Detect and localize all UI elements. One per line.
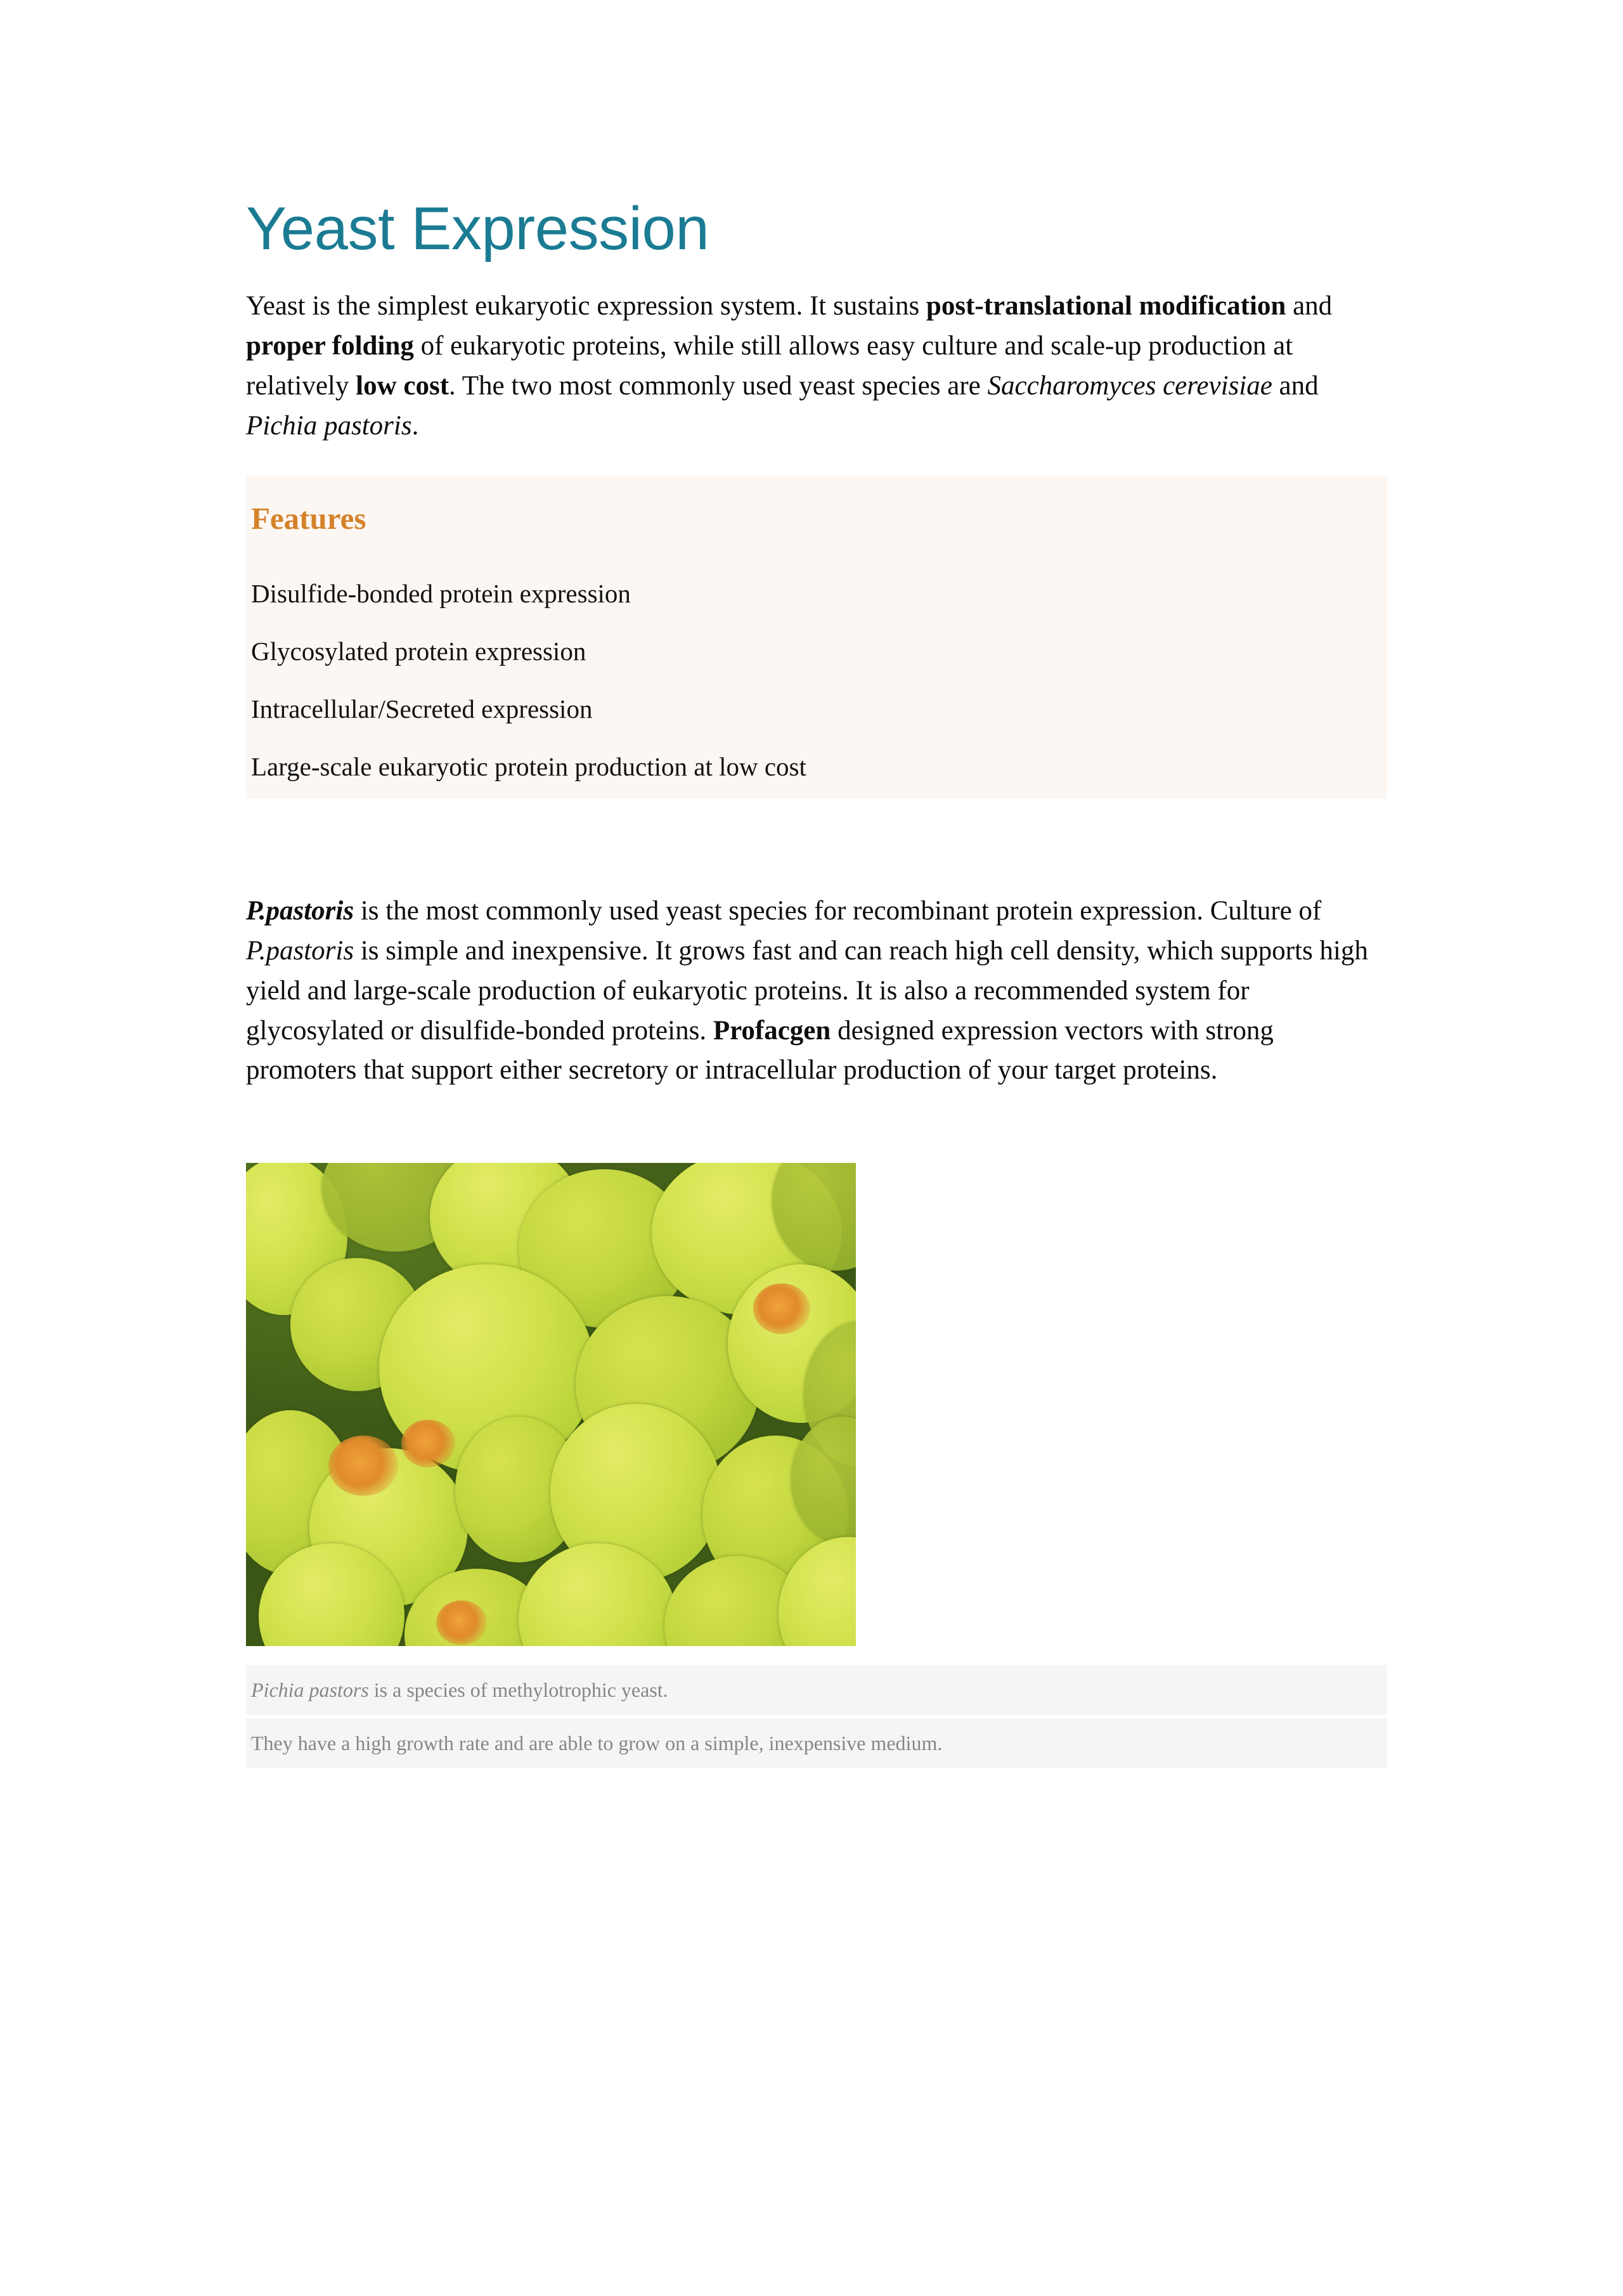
feature-item: Intracellular/Secreted expression bbox=[251, 694, 593, 724]
body-text-1: is the most commonly used yeast species for recombinant protein expression. Culture of bbox=[354, 896, 1322, 926]
intro-bold-proper-folding: proper folding bbox=[246, 331, 414, 361]
figure bbox=[246, 1091, 1387, 1768]
intro-bold-post-translational: post-translational modification bbox=[926, 291, 1286, 321]
body-text-2: is simple and inexpensive. It grows fast and can reach high cell density, which supports high yield and large-scale production of eukaryotic proteins. It is also a recommended system for glycosylated or disulfide-bonded proteins. bbox=[246, 936, 1368, 1046]
features-box bbox=[246, 476, 1387, 799]
intro-text-6: . bbox=[411, 410, 419, 441]
intro-text-1: Yeast is the simplest eukaryotic expression system. It sustains bbox=[246, 291, 926, 321]
intro-text-3: of eukaryotic proteins, while still allows easy culture and scale-up production at relatively bbox=[246, 331, 1293, 401]
body-text-3: designed expression vectors with strong promoters that support either secretory or intracellular production of your target proteins. bbox=[246, 1015, 1274, 1086]
caption-line-1-rest: is a species of methylotrophic yeast. bbox=[368, 1678, 668, 1702]
intro-bold-low-cost: low cost bbox=[356, 370, 449, 401]
caption-italic-species-name: Pichia pastors bbox=[251, 1678, 369, 1702]
body-italic-ppastoris: P.pastoris bbox=[246, 936, 354, 966]
intro-italic-pichia: Pichia pastoris bbox=[246, 410, 412, 441]
intro-text-2: and bbox=[1286, 291, 1333, 321]
figure-caption-line-1 bbox=[246, 1665, 1387, 1715]
feature-item: Disulfide-bonded protein expression bbox=[251, 579, 631, 609]
figure-caption-block bbox=[246, 1665, 1387, 1768]
body-bolditalic-ppastoris: P.pastoris bbox=[246, 896, 354, 926]
feature-item: Glycosylated protein expression bbox=[251, 637, 586, 666]
feature-item: Large-scale eukaryotic protein production at low cost bbox=[251, 752, 806, 782]
page-title: Yeast Expression bbox=[246, 195, 709, 263]
figure-caption-line-2: They have a high growth rate and are able to grow on a simple, inexpensive medium. bbox=[246, 1718, 1387, 1768]
intro-text-4: . The two most commonly used yeast species are bbox=[449, 370, 988, 401]
features-heading: Features bbox=[251, 501, 366, 536]
document-content bbox=[246, 0, 1387, 1768]
intro-text-5: and bbox=[1272, 370, 1319, 401]
yeast-micrograph-image bbox=[246, 1163, 856, 1646]
intro-paragraph bbox=[246, 264, 1381, 446]
intro-italic-saccharomyces: Saccharomyces cerevisiae bbox=[987, 370, 1272, 401]
features-list bbox=[246, 581, 1387, 780]
body-bold-profacgen: Profacgen bbox=[713, 1015, 831, 1046]
body-paragraph bbox=[246, 799, 1381, 1091]
